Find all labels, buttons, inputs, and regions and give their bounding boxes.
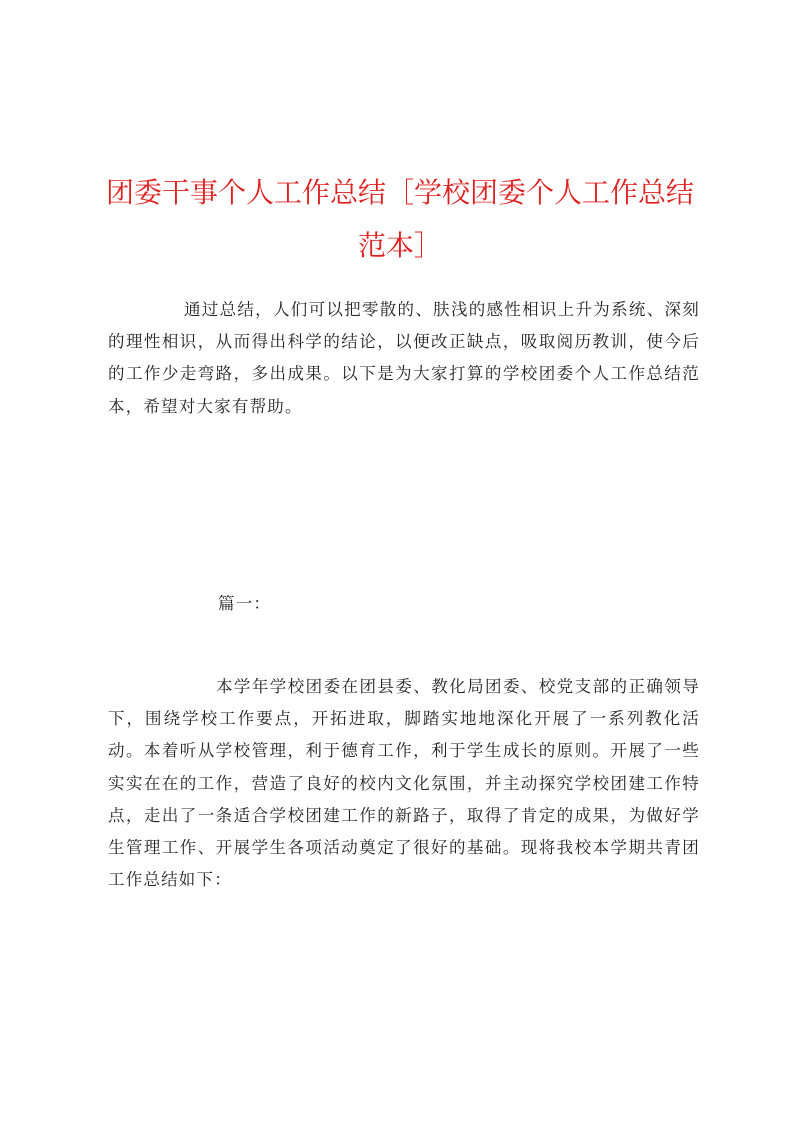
intro-paragraph: 通过总结，人们可以把零散的、肤浅的感性相识上升为系统、深刻的理性相识，从而得出科学的结论，以便改正缺点，吸取阅历教训，使今后的工作少走弯路，多出成果。以下是为大家打算的学校团委个人工作总结范本，希望对大家有帮助。 [108,300,700,416]
document-title: 团委干事个人工作总结［学校团委个人工作总结范本］ [105,176,694,262]
body-paragraph: 本学年学校团委在团县委、教化局团委、校党支部的正确领导下，围绕学校工作要点，开拓进取，脚踏实地地深化开展了一系列教化活动。本着听从学校管理，利于德育工作，利于学生成长的原则。开展了一些实实在在的工作，营造了良好的校内文化氛围，并主动探究学校团建工作特点，走出了一条适合学校团建工作的新路子，取得了肯定的成果，为做好学生管理工作、开展学生各项活动奠定了很好的基础。现将我校本学期共青团工作总结如下： [108,677,700,890]
section-label: 篇一： [218,594,272,613]
